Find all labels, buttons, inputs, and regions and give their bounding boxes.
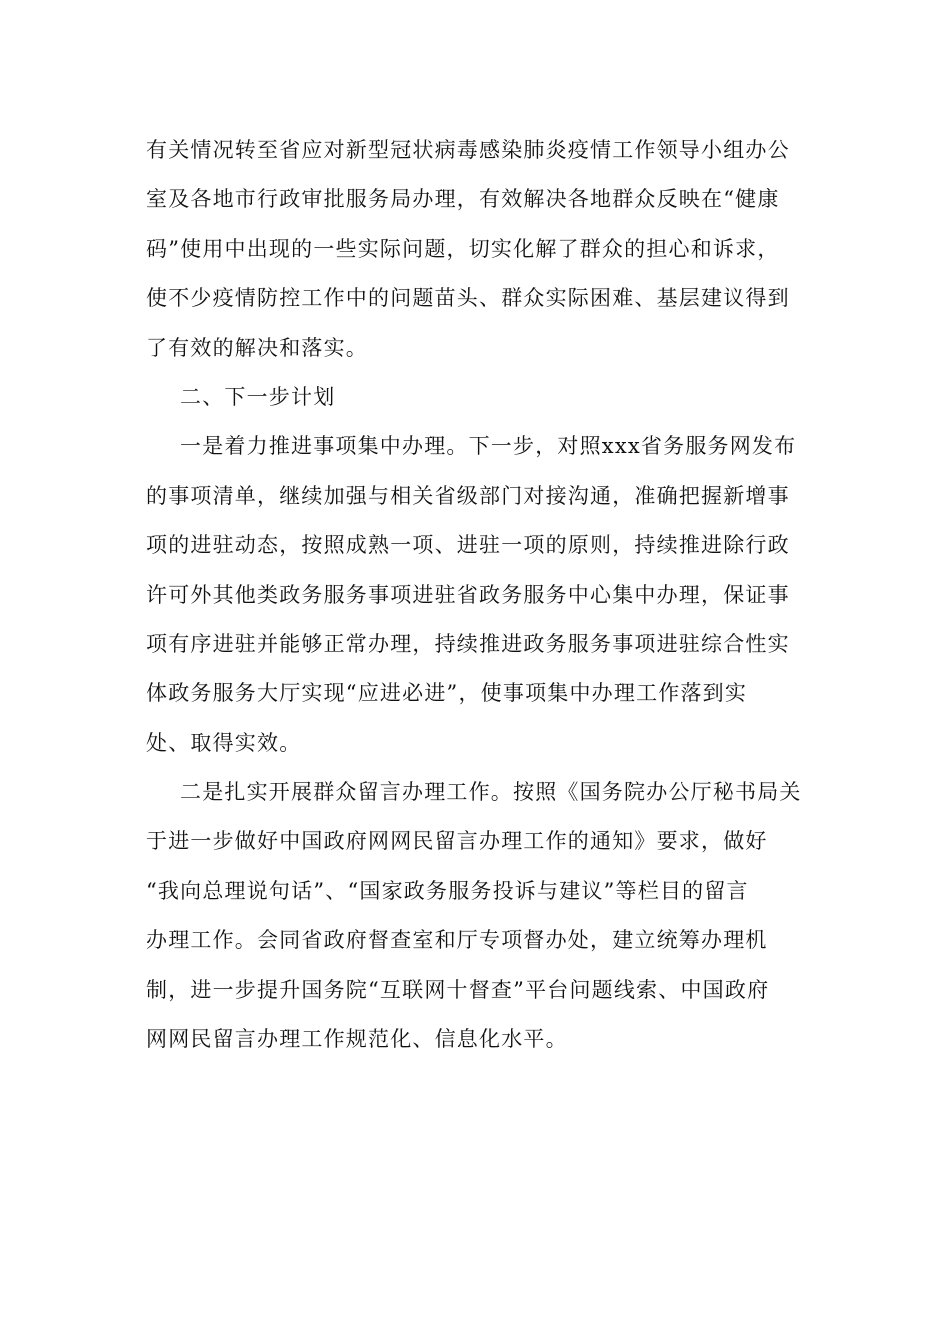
paragraph-public-messages [146, 768, 811, 1064]
paragraph-line: 许可外其他类政务服务事项进驻省政务服务中心集中办理，保证事 [146, 582, 790, 607]
paragraph-line: 码”使用中出现的一些实际问题，切实化解了群众的担心和诉求， [146, 236, 780, 261]
paragraph-line: 处、取得实效。 [146, 730, 302, 755]
paragraph-line: 使不少疫情防控工作中的问题苗头、群众实际困难、基层建议得到 [146, 286, 790, 311]
paragraph-line: 室及各地市行政审批服务局办理，有效解决各地群众反映在“健康 [146, 187, 780, 212]
paragraph-line: 办理工作。会同省政府督查室和厅专项督办处，建立统筹办理机 [146, 928, 768, 953]
section-heading-next-plan: 二、下一步计划 [180, 384, 336, 409]
paragraph-line: 网网民留言办理工作规范化、信息化水平。 [146, 1027, 568, 1052]
paragraph-line: 项的进驻动态，按照成熟一项、进驻一项的原则，持续推进除行政 [146, 533, 790, 558]
paragraph-centralized-handling [146, 422, 811, 768]
paragraph-line: 二是扎实开展群众留言办理工作。按照《国务院办公厅秘书局关 [180, 780, 802, 805]
paragraph-line: 项有序进驻并能够正常办理，持续推进政务服务事项进驻综合性实 [146, 631, 790, 656]
paragraph-line: 于进一步做好中国政府网网民留言办理工作的通知》要求，做好 [146, 829, 768, 854]
paragraph-line: 了有效的解决和落实。 [146, 335, 368, 360]
paragraph-line: 的事项清单，继续加强与相关省级部门对接沟通，准确把握新增事 [146, 483, 790, 508]
paragraph-situation-handling [146, 126, 811, 373]
paragraph-line: 制，进一步提升国务院“互联网十督查”平台问题线索、中国政府 [146, 977, 770, 1002]
document-body [146, 126, 811, 1064]
paragraph-line: 有关情况转至省应对新型冠状病毒感染肺炎疫情工作领导小组办公 [146, 138, 790, 162]
paragraph-line: “我向总理说句话”、“国家政务服务投诉与建议”等栏目的留言 [146, 878, 749, 903]
paragraph-line: 一是着力推进事项集中办理。下一步，对照xxx省务服务网发布 [180, 434, 797, 459]
paragraph-line: 体政务服务大厅实现“应进必进”，使事项集中办理工作落到实 [146, 681, 748, 706]
